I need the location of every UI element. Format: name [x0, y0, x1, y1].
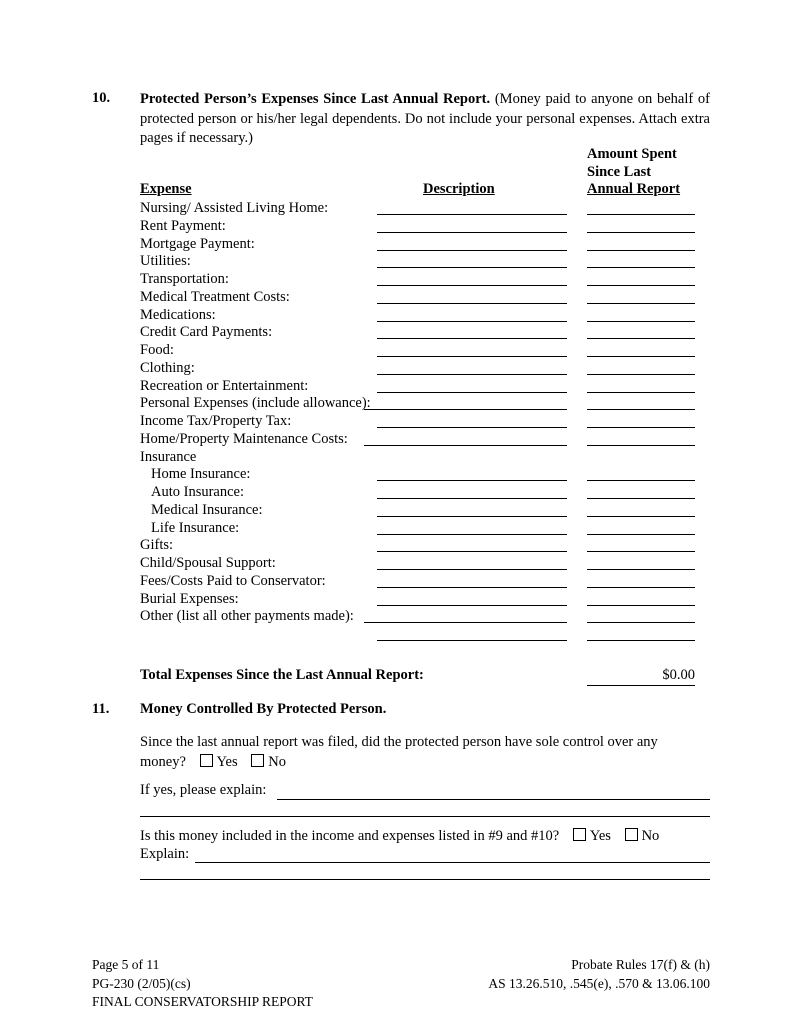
expense-description-field[interactable]: [377, 267, 567, 268]
expense-row: [140, 378, 700, 396]
explain-line-2[interactable]: [140, 879, 710, 880]
expense-description-field[interactable]: [377, 338, 567, 339]
expense-row-label: Mortgage Payment:: [140, 235, 255, 252]
expense-description-field[interactable]: [377, 356, 567, 357]
label-q1-yes: Yes: [216, 753, 238, 770]
expense-row: [140, 608, 700, 626]
expense-amount-field[interactable]: [587, 267, 695, 268]
expense-row: [140, 502, 700, 520]
expense-description-field[interactable]: [377, 605, 567, 606]
expense-description-field[interactable]: [364, 409, 567, 410]
expense-description-field[interactable]: [377, 374, 567, 375]
expense-row: [140, 271, 700, 289]
column-header-expense: Expense: [140, 181, 192, 197]
total-expenses-row: [140, 667, 700, 687]
expense-row: [140, 395, 700, 413]
section-10-title: Protected Person’s Expenses Since Last Annual Report.: [140, 91, 491, 107]
expense-row-label: Life Insurance:: [151, 519, 240, 536]
expense-amount-field[interactable]: [587, 498, 695, 499]
expense-amount-field[interactable]: [587, 356, 695, 357]
question-2-text: Is this money included in the income and expenses listed in #9 and #10?: [140, 828, 560, 844]
expense-amount-field[interactable]: [587, 409, 695, 410]
footer-page-number: Page 5 of 11: [92, 957, 160, 972]
footer-row-1: [92, 956, 710, 975]
expense-row-label: Personal Expenses (include allowance):: [140, 395, 371, 412]
expense-description-field[interactable]: [377, 551, 567, 552]
footer-statutes: AS 13.26.510, .545(e), .570 & 13.06.100: [488, 975, 710, 991]
expense-amount-field[interactable]: [587, 374, 695, 375]
expense-row: [140, 307, 700, 325]
expense-row: [140, 413, 700, 431]
column-header-amount-line2: Since Last: [587, 163, 652, 180]
expense-row-label: Medical Insurance:: [151, 501, 263, 518]
expense-row-label: Food:: [140, 342, 174, 358]
checkbox-q2-no[interactable]: [625, 828, 638, 841]
expense-amount-field[interactable]: [587, 285, 695, 286]
expense-description-field[interactable]: [377, 250, 567, 251]
expense-row-label: Nursing/ Assisted Living Home:: [140, 200, 329, 216]
checkbox-q1-yes[interactable]: [200, 754, 213, 767]
expense-row: [140, 573, 700, 591]
section-10-instructions: (Money paid to anyone on behalf of protected person or his/her legal dependents. Do not include your personal expenses. Attach extra pages if necessary.): [140, 91, 710, 147]
expense-description-field[interactable]: [377, 232, 567, 233]
expense-description-field[interactable]: [377, 569, 567, 570]
expense-row: [140, 431, 700, 449]
expense-row: [140, 626, 700, 644]
expense-row-label: Credit Card Payments:: [140, 324, 273, 341]
expense-description-field[interactable]: [377, 392, 567, 393]
expense-description-field[interactable]: [377, 498, 567, 499]
expense-amount-field[interactable]: [587, 232, 695, 233]
expense-row-label: Gifts:: [140, 537, 174, 554]
expense-row: [140, 289, 700, 307]
expense-amount-field[interactable]: [587, 534, 695, 535]
section-11-question-2: [140, 827, 715, 847]
page-footer: [92, 956, 710, 1012]
expense-amount-field[interactable]: [587, 587, 695, 588]
expense-row: [140, 466, 700, 484]
question-1-text: Since the last annual report was filed, did the protected person have sole control over any: [140, 734, 658, 750]
section-10-heading: [140, 90, 710, 149]
expense-description-field[interactable]: [377, 285, 567, 286]
expense-description-field[interactable]: [364, 445, 567, 446]
expense-row: [140, 591, 700, 609]
expense-amount-field[interactable]: [587, 303, 695, 304]
expense-row: [140, 520, 700, 538]
expense-amount-field[interactable]: [587, 214, 695, 215]
total-expenses-value[interactable]: $0.00: [587, 667, 695, 686]
expense-row: [140, 555, 700, 573]
expense-row: [140, 342, 700, 360]
expense-row: [140, 200, 700, 218]
expense-amount-field[interactable]: [587, 605, 695, 606]
expense-row-label: Recreation or Entertainment:: [140, 377, 309, 394]
question-1-money-label: money?: [140, 753, 186, 770]
expense-row: [140, 449, 700, 467]
label-q1-no: No: [268, 753, 286, 770]
expense-amount-field[interactable]: [587, 392, 695, 393]
explain-label: Explain:: [140, 846, 190, 862]
if-yes-explain-line-1[interactable]: [277, 799, 710, 800]
footer-form-number: PG-230 (2/05)(cs): [92, 975, 191, 991]
expense-amount-field[interactable]: [587, 338, 695, 339]
expense-row: [140, 484, 700, 502]
expense-row-label: Auto Insurance:: [151, 484, 245, 500]
expense-row-label: Rent Payment:: [140, 217, 226, 234]
total-expenses-label: Total Expenses Since the Last Annual Report:: [140, 667, 424, 683]
expense-row: [140, 360, 700, 378]
expense-row: [140, 218, 700, 236]
column-header-amount-line3: Annual Report: [587, 181, 681, 198]
expense-description-field[interactable]: [364, 622, 567, 623]
column-header-amount-line1: Amount Spent: [587, 146, 677, 162]
expense-description-field[interactable]: [377, 427, 567, 428]
expense-row-label: Burial Expenses:: [140, 590, 239, 607]
expense-row: [140, 236, 700, 254]
expense-amount-field[interactable]: [587, 516, 695, 517]
expense-description-field[interactable]: [377, 480, 567, 481]
expense-row-label: Income Tax/Property Tax:: [140, 413, 292, 429]
expense-row-label: Insurance: [140, 448, 197, 465]
expense-amount-field[interactable]: [587, 250, 695, 251]
column-header-amount: [587, 146, 680, 199]
expense-amount-field[interactable]: [587, 551, 695, 552]
expense-row-label: Other (list all other payments made):: [140, 608, 354, 625]
expense-description-field[interactable]: [377, 303, 567, 304]
expense-row-label: Child/Spousal Support:: [140, 555, 276, 571]
expense-row: [140, 253, 700, 271]
expense-table: [140, 200, 700, 644]
if-yes-explain-line-2[interactable]: [140, 816, 710, 817]
section-11-title: Money Controlled By Protected Person.: [140, 701, 387, 717]
footer-form-title: FINAL CONSERVATORSHIP REPORT: [92, 994, 313, 1009]
expense-row-label: Transportation:: [140, 271, 229, 287]
expense-row-label: Medications:: [140, 306, 216, 323]
expense-description-field[interactable]: [377, 516, 567, 517]
expense-row-label: Utilities:: [140, 253, 191, 270]
section-11-question-1: [140, 733, 710, 772]
expense-description-field[interactable]: [377, 587, 567, 588]
if-yes-explain-row: [140, 782, 710, 799]
expense-amount-field[interactable]: [587, 480, 695, 481]
column-header-description: Description: [423, 181, 495, 197]
checkbox-q1-no[interactable]: [251, 754, 264, 767]
footer-row-2: [92, 975, 710, 994]
checkbox-q2-yes[interactable]: [573, 828, 586, 841]
expense-row-label: Medical Treatment Costs:: [140, 288, 290, 305]
expense-description-field[interactable]: [377, 214, 567, 215]
if-yes-explain-label: If yes, please explain:: [140, 782, 267, 798]
explain-line-1[interactable]: [195, 862, 710, 863]
question-1-answer-row: [140, 753, 710, 773]
expense-amount-field[interactable]: [587, 445, 695, 446]
expense-row: [140, 324, 700, 342]
expense-row: [140, 537, 700, 555]
expense-row-label: Clothing:: [140, 359, 195, 376]
expense-description-field[interactable]: [377, 534, 567, 535]
label-q2-no: No: [641, 828, 660, 844]
section-10-number: 10.: [92, 90, 111, 106]
expense-amount-field[interactable]: [587, 622, 695, 623]
footer-row-3: [92, 993, 710, 1012]
expense-description-field[interactable]: [377, 640, 567, 641]
expense-amount-field[interactable]: [587, 427, 695, 428]
expense-row-label: Home Insurance:: [151, 466, 251, 483]
section-11-number: 11.: [92, 701, 110, 717]
expense-amount-field[interactable]: [587, 569, 695, 570]
expense-amount-field[interactable]: [587, 640, 695, 641]
expense-row-label: Fees/Costs Paid to Conservator:: [140, 572, 326, 589]
footer-probate-rules: Probate Rules 17(f) & (h): [571, 957, 710, 972]
expense-row-label: Home/Property Maintenance Costs:: [140, 430, 348, 447]
label-q2-yes: Yes: [589, 828, 611, 844]
expense-amount-field[interactable]: [587, 321, 695, 322]
expense-description-field[interactable]: [377, 321, 567, 322]
